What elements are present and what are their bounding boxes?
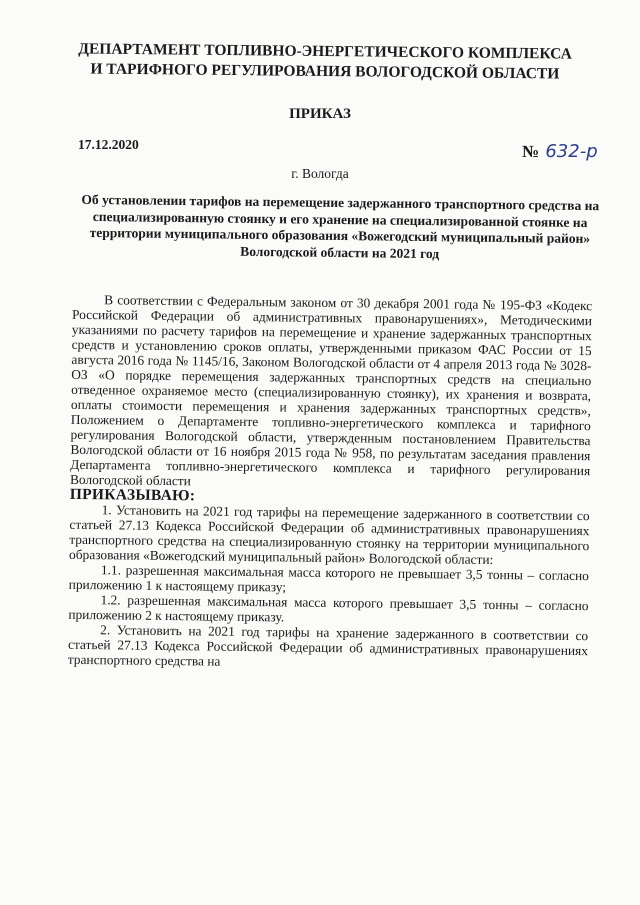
document-body [68,292,593,673]
department-line-1: ДЕПАРТАМЕНТ ТОПЛИВНО-ЭНЕРГЕТИЧЕСКОГО КОМПЛЕКСА [78,40,572,63]
decree-heading: ПРИКАЗЫВАЮ: [69,485,196,505]
number-prefix: № [522,142,540,161]
document-city: г. Вологда [291,166,349,181]
item-1-1-paragraph: 1.1. разрешенная максимальная масса которого не превышает 3,5 тонны – согласно приложению 1 к настоящему приказу; [68,562,589,595]
preamble-paragraph: В соответствии с Федеральным законом от 30 декабря 2001 года № 195-ФЗ «Кодекс Российской Федерации об административных правонарушениях», Методическими указаниями по расчету тарифов на перемещение и хранение задержанных транспортных средств и установлению сроков оплаты, утвержденными приказом ФАС России от 15 августа 2016 года № 1145/16, Законом Вологодской области от 4 апреля 2013 года № 3028-ОЗ «О порядке перемещения задержанных транспортных средств на специально отведенное охраняемое место (специализированную стоянку), их хранения и возврата, оплаты стоимости перемещения и хранения задержанных транспортных средств», Положением о Департаменте топливно-энергетического комплекса и тарифного регулирования Вологодской области, утвержденным постановлением Правительства Вологодской области от 16 ноября 2015 года № 958, по результатам заседания правления Департамента топливно-энергетического комплекса и тарифного регулирования Вологодской области [69,292,593,489]
department-header [60,39,590,85]
item-1-paragraph: 1. Установить на 2021 год тарифы на перемещение задержанного в соответствии со статьей 27.13 Кодекса Российской Федерации об административных правонарушениях транспортного средства на специализированную стоянку на территории муниципального образования «Вожегодский муниципальный район» Вологодской области: [69,502,590,567]
handwritten-number: 632-р [545,141,598,162]
document-type: ПРИКАЗ [289,106,351,122]
document-date: 17.12.2020 [78,137,139,152]
item-2-paragraph: 2. Установить на 2021 год тарифы на хранение задержанного в соответствии со статьей 27.13 Кодекса Российской Федерации об административных правонарушениях транспортного средства на [67,622,589,669]
department-line-2: И ТАРИФНОГО РЕГУЛИРОВАНИЯ ВОЛОГОДСКОЙ ОБЛАСТИ [90,60,560,83]
item-1-2-paragraph: 1.2. разрешенная максимальная масса которого превышает 3,5 тонны – согласно приложению 2 к настоящему приказу. [68,592,589,625]
document-subject: Об установлении тарифов на перемещение задержанного транспортного средства на специализированную стоянку и его хранение на специализированной стоянке на территории муниципального образования «Вожегодский муниципальный район» Вологодской области на 2021 год [81,191,600,261]
document-number [522,141,598,162]
